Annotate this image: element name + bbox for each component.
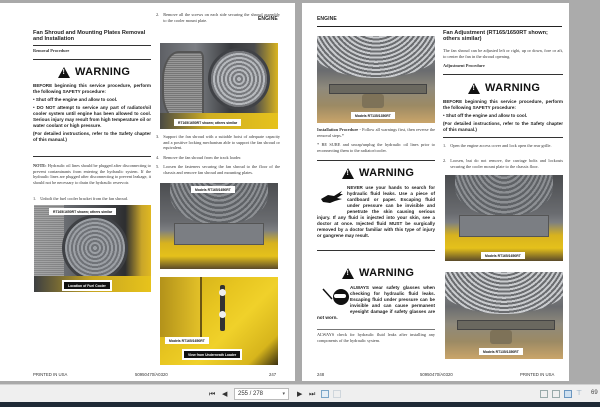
step-1: 1. Open the engine access cover and lock open the rear grille.: [443, 143, 552, 148]
section-title: Fan Shroud and Mounting Plates Removal and Installation: [33, 30, 146, 43]
photo-caption: View from Underneath Loader: [184, 351, 240, 358]
subheading: Removal Procedure: [33, 48, 70, 53]
step-4: 4. Remove the fan shroud from the track loader.: [156, 155, 242, 160]
photo-caption: Models RT165/1650RT: [481, 252, 525, 259]
next-page-icon: ▶: [297, 390, 303, 398]
section-title: Fan Adjustment (RT165/1650RT shown; others similar): [443, 30, 548, 43]
divider: [33, 45, 151, 46]
divider: [443, 74, 563, 75]
footer-page-number: 247: [269, 372, 277, 377]
warning-body: NEVER use your hands to search for hydraulic fluid leaks. Use a piece of cardboard or paper. Escaping fluid under pressure can be invisible and penetrate the skin causing serious injury. If any fluid is injected into your skin, see a doctor at once. Injected fluid MUST be surgically removed by a doctor familiar with this type of injury or gangrene may result.: [317, 185, 435, 238]
warning-body: BEFORE beginning this service procedure, perform the following SAFETY procedure: • Shut off the engine and allow to cool. • DO NOT attempt to service any part of radiator/oil cooler system until engine has been allowed to cool. Serious injury may result from high temperature oil or water coolant or high pressure. (For detailed instructions, refer to the Safety chapter of this manual.): [33, 83, 151, 142]
prev-page-button[interactable]: [222, 389, 227, 399]
divider: [317, 329, 435, 330]
note-paragraph: NOTE: Hydraulic oil lines should be plugged after disconnecting to prevent contaminants from entering the hydraulic system. If the hydraulic lines are plugged after disconnecting to prevent leakage, it should not be necessary to drain the hydraulic reservoir.: [33, 163, 151, 185]
warning-triangle-icon: [342, 268, 354, 279]
header-divider: [317, 26, 562, 27]
divider: [317, 160, 435, 161]
warning-heading: ! WARNING: [468, 82, 540, 94]
photo-caption: Models RT165/1650RT: [191, 186, 235, 193]
photo-caption: Location of Fuel Cooler: [64, 282, 110, 289]
warning-heading: ! WARNING: [58, 66, 130, 78]
fit-width-icon[interactable]: ⊤: [576, 389, 583, 397]
divider: [317, 250, 435, 251]
photo-caption: RT165/1650RT shown; others similar: [174, 119, 241, 126]
chevron-down-icon: ▾: [282, 391, 285, 397]
footer-left: PRINTED IN USA: [33, 372, 68, 377]
step-2: 2. Loosen, but do not remove, the carriage bolts and lockouts securing the cooler mount plate to the chassis floor.: [443, 158, 563, 169]
step-5: 5. Loosen the fasteners securing the fan shroud to the floor of the chassis and remove fan shroud and mounting plates.: [156, 164, 280, 175]
warning-triangle-icon: [468, 83, 480, 94]
warning-triangle-icon: [342, 168, 354, 179]
section-header: ENGINE: [317, 16, 337, 22]
photo-caption: Models RT135/1350RT: [351, 112, 395, 119]
section-header: ENGINE: [258, 16, 278, 22]
os-taskbar: [0, 402, 600, 407]
first-page-icon: ⏮: [209, 390, 216, 398]
footer-doc-number: 50950470/A0320: [135, 372, 168, 377]
photo-fan-mount: [317, 36, 435, 123]
step-1: 1. Unbolt the fuel cooler bracket from the fan shroud.: [33, 196, 128, 201]
warning-body: ALWAYS wear safety glasses when checking for hydraulic fluid leaks. Escaping fluid under pressure can be invisible and can cause permanent eyesight damage if safety glasses are not worn.: [317, 285, 435, 320]
warning-heading: ! WARNING: [342, 167, 414, 179]
divider: [443, 137, 563, 138]
two-page-view-icon[interactable]: [564, 390, 572, 398]
page-247: [0, 3, 295, 381]
photo-fuel-cooler-location: [34, 205, 151, 292]
photo-shroud-screws: [160, 43, 278, 129]
viewer-gutter: [569, 0, 600, 384]
continuous-view-icon[interactable]: [552, 390, 560, 398]
subheading: Adjustment Procedure: [443, 63, 485, 68]
divider: [33, 59, 151, 60]
page-number-select[interactable]: [234, 388, 289, 400]
viewer-toolbar: [0, 384, 600, 402]
divider: [33, 156, 151, 157]
warning-body: BEFORE beginning this service procedure, perform the following SAFETY procedure: • Shut off the engine and allow to cool. (For detailed instructions, refer to the Safety chapter of this manual.): [443, 99, 563, 132]
installation-procedure: Installation Procedure - Follow all warnings first, then reverse the removal steps.*: [317, 127, 436, 138]
copy-page-icon[interactable]: [321, 390, 329, 398]
photo-caption: RT165/1650RT shown; others similar: [49, 208, 116, 215]
single-page-view-icon[interactable]: [540, 390, 548, 398]
last-page-button[interactable]: [309, 389, 315, 399]
after-install-note: ALWAYS check for hydraulic fluid leaks after installing any components of the hydraulic system.: [317, 332, 435, 343]
step-3: 3. Support the fan shroud with a suitable hoist of adequate capacity and a positive locking mechanism able to support the fan shroud or equivalent.: [156, 134, 280, 151]
prev-page-icon: ◀: [222, 390, 228, 398]
next-page-button[interactable]: [297, 389, 302, 399]
footer-doc-number: 50950470/A0320: [420, 372, 453, 377]
photo-mounting-plates: [160, 183, 278, 269]
zoom-level[interactable]: 69: [591, 390, 598, 396]
step-2: 2. Remove all the screws on each side securing the shroud assembly to the cooler mount plate.: [156, 12, 280, 23]
page-indicator: 255 / 278: [238, 391, 264, 397]
page-248: [302, 3, 569, 381]
footer-page-number: 248: [317, 372, 325, 377]
photo-underneath-loader: [160, 277, 278, 365]
photo-fan-shroud-base: [445, 272, 563, 359]
photo-cooler-mount-plate: [445, 175, 563, 261]
warning-heading: ! WARNING: [342, 267, 414, 279]
photo-caption: Models RT165/1650RT: [165, 337, 209, 344]
fan-graphic: [208, 48, 270, 110]
footer-right: PRINTED IN USA: [520, 372, 555, 377]
fan-adjust-description: The fan shroud can be adjusted left or right, up or down, fore or aft, to center the fan in the shroud opening.: [443, 48, 563, 59]
paste-page-icon[interactable]: [333, 390, 341, 398]
photo-caption: Models RT135/1350RT: [479, 348, 523, 355]
warning-triangle-icon: [58, 67, 70, 78]
fan-graphic: [62, 215, 128, 281]
last-page-icon: ⏭: [309, 390, 316, 398]
be-sure-note: * BE SURE and uncap/unplug the hydraulic oil lines prior to reconnecting them to the radiator/cooler.: [317, 142, 435, 153]
first-page-button[interactable]: [209, 389, 215, 399]
